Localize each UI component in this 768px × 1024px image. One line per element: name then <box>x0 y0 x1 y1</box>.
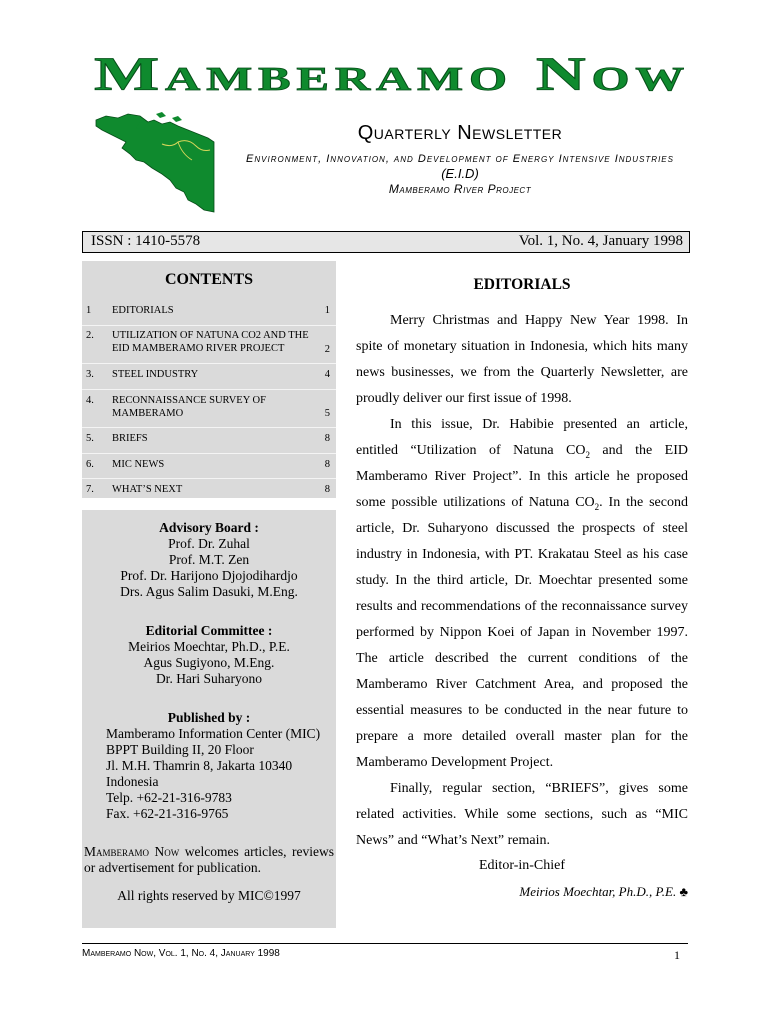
newsletter-header <box>225 122 695 196</box>
masthead-info-box <box>82 510 336 928</box>
editor-name: Meirios Moechtar, Ph.D., P.E. ♣ <box>519 884 688 899</box>
toc-number: 3. <box>86 369 94 380</box>
submission-note <box>84 844 334 876</box>
project-name: Mamberamo River Project <box>388 182 532 196</box>
publisher-info <box>106 710 336 822</box>
footer-divider <box>82 943 688 944</box>
toc-title: UTILIZATION OF NATUNA CO2 AND THE EID MAMBERAMO RIVER PROJECT <box>112 330 309 354</box>
publisher-fax: Fax. +62-21-316-9765 <box>106 806 229 821</box>
advisory-board <box>82 520 336 600</box>
editorial-heading: Editorial Committee : <box>145 623 273 638</box>
toc-page: 8 <box>324 433 330 444</box>
quarterly-newsletter-title: Quarterly Newsletter <box>357 122 563 144</box>
toc-page: 1 <box>324 305 330 316</box>
footer-citation: Mamberamo Now, Vol. 1, No. 4, January 1998 <box>82 948 280 959</box>
toc-divider <box>82 325 336 326</box>
toc-page: 2 <box>324 344 330 355</box>
editorial-heading: EDITORIALS <box>473 276 571 293</box>
newsletter-name: Mamberamo Now <box>84 844 180 859</box>
editor-title: Editor-in-Chief <box>478 858 566 873</box>
advisory-member: Prof. M.T. Zen <box>168 552 250 567</box>
toc-title: WHAT’S NEXT <box>112 484 183 495</box>
toc-number: 2. <box>86 330 94 341</box>
published-heading: Published by : <box>167 710 251 725</box>
toc-divider <box>82 389 336 390</box>
publisher-line: Indonesia <box>106 774 159 789</box>
advisory-member: Prof. Dr. Harijono Djojodihardjo <box>120 568 298 583</box>
toc-divider <box>82 453 336 454</box>
toc-number: 5. <box>86 433 94 444</box>
publisher-line: Mamberamo Information Center (MIC) <box>106 726 321 741</box>
publisher-phone: Telp. +62-21-316-9783 <box>106 790 232 805</box>
toc-title: RECONNAISSANCE SURVEY OF MAMBERAMO <box>112 395 266 419</box>
editorial-paragraph: Merry Christmas and Happy New Year 1998. In spite of monetary situation in Indonesia, which hits many news businesses, we from the Quarterly Newsletter, are proudly deliver our first issue of 1998. <box>356 313 688 406</box>
editorial-member: Meirios Moechtar, Ph.D., P.E. <box>128 639 290 654</box>
contents-box <box>82 261 336 498</box>
toc-number: 7. <box>86 484 94 495</box>
editorial-member: Agus Sugiyono, M.Eng. <box>143 655 275 670</box>
toc-page: 4 <box>324 369 330 380</box>
masthead-title: Mamberamo Now <box>94 48 690 98</box>
editorial-paragraph: Finally, regular section, “BRIEFS”, gives some related activities. While some sections, such as “MIC News” and “What’s Next” remain. <box>356 781 688 848</box>
contents-heading: CONTENTS <box>164 271 254 288</box>
toc-title: MIC NEWS <box>112 459 165 470</box>
eid-label: (E.I.D) <box>441 166 479 181</box>
newsletter-subtitle: Environment, Innovation, and Development of Energy Intensive Industries <box>246 153 674 165</box>
publisher-line: BPPT Building II, 20 Floor <box>106 742 254 757</box>
copyright-notice: All rights reserved by MIC©1997 <box>117 888 301 903</box>
toc-page: 8 <box>324 484 330 495</box>
masthead <box>92 48 692 98</box>
submission-text: welcomes articles, reviews or advertisement for publication. <box>84 844 334 875</box>
toc-title: EDITORIALS <box>112 305 174 316</box>
toc-number: 6. <box>86 459 94 470</box>
editorial-article <box>356 270 688 906</box>
toc-title: STEEL INDUSTRY <box>112 369 199 380</box>
papua-map-illustration <box>92 108 220 214</box>
issn-bar <box>82 231 690 253</box>
masthead-logo <box>92 48 692 98</box>
toc-divider <box>82 478 336 479</box>
editorial-paragraph: In this issue, Dr. Habibie presented an article, entitled “Utilization of Natuna $CO_2$ and the EID Mamberamo River Project”. In this article he proposed some possible utilizations of Natuna $CO_2$. In the second article, Dr. Suharyono discussed the prospects of steel industry in Indonesia, with PT. Krakatau Steel as his case study. In the third article, Dr. Moechtar presented some results and recommendations of the reconnaissance survey performed by Nippon Koei of Japan in November 1997. The article described the current conditions of the Mamberamo River Catchment Area, and proposed the essential measures to be conducted in the near future to prepare a more detailed overall master plan for the Mamberamo Development Project. <box>356 417 688 770</box>
toc-page: 5 <box>324 408 330 419</box>
toc-number: 1 <box>86 305 92 316</box>
editorial-member: Dr. Hari Suharyono <box>155 671 263 686</box>
publisher-line: Jl. M.H. Thamrin 8, Jakarta 10340 <box>106 758 293 773</box>
toc-divider <box>82 363 336 364</box>
advisory-member: Prof. Dr. Zuhal <box>168 536 250 551</box>
editorial-committee <box>82 623 336 687</box>
toc-title: BRIEFS <box>112 433 148 444</box>
toc-page: 8 <box>324 459 330 470</box>
toc-divider <box>82 427 336 428</box>
advisory-member: Drs. Agus Salim Dasuki, M.Eng. <box>120 584 298 599</box>
page-footer <box>82 948 688 962</box>
advisory-heading: Advisory Board : <box>159 520 259 535</box>
toc-number: 4. <box>86 395 94 406</box>
page-number: 1 <box>674 948 680 962</box>
issue-volume: Vol. 1, No. 4, January 1998 <box>518 233 683 249</box>
issn-number: ISSN : 1410-5578 <box>91 233 201 249</box>
